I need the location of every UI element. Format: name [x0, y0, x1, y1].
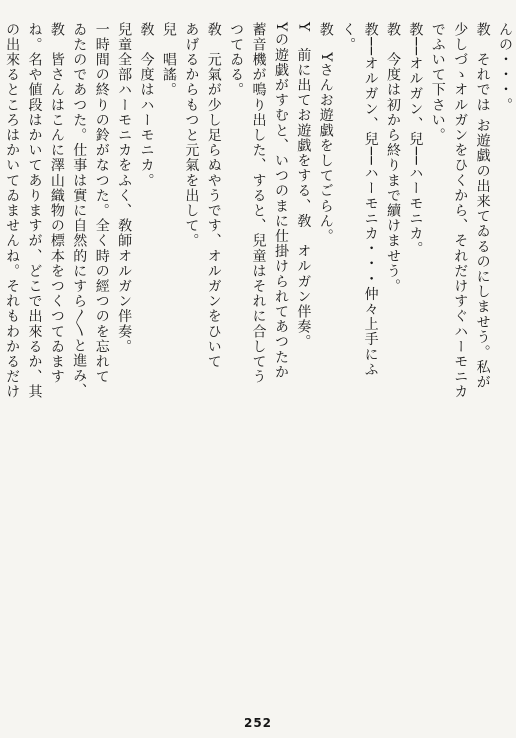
text-line: の出來るところはかいてゐませんね。それもわかるだけ	[4, 22, 21, 400]
text-line: 敎 今度はハーモニカ。	[138, 22, 155, 189]
text-line: 一時間の終りの鈴がなつた。全く時の經つのを忘れて	[93, 22, 110, 385]
text-line: つてゐる。	[228, 22, 245, 98]
text-line: 教 今度は初から終りまで續けませう。	[384, 22, 401, 294]
text-line: 教 皆さんはこんに澤山織物の標本をつくつてゐます	[48, 22, 65, 385]
text-line: 兒 唱謠。	[160, 22, 177, 98]
text-line: ね。名や値段はかいてありますが、どこで出來るか、其	[26, 22, 43, 400]
page-number: 252	[243, 716, 273, 730]
text-line: 教 それでは お遊戯の出来てゐるのにしませう。私が	[474, 22, 491, 390]
text-line: Y 前に出てお遊戯をする、敎 オルガン伴奏。	[295, 22, 312, 350]
text-line: んの・・・。	[497, 22, 513, 113]
text-line: Yの遊戯がすむと、いつのまに仕掛けられてあつたか	[272, 22, 289, 380]
text-line: 教──オルガン、兒──ハーモニカ。	[407, 22, 424, 257]
text-line: ゐたのであつた。仕事は實に自然的にすら〳〵と進み、	[71, 22, 88, 399]
vertical-text-body	[4, 22, 516, 702]
text-line: でふいて下さい。	[429, 22, 446, 143]
text-line: 教 Yさんお遊戯をしてごらん。	[317, 22, 334, 244]
text-line: く。	[340, 22, 357, 53]
text-line: 兒童全部ハーモニカをふく、敎師オルガン伴奏。	[116, 22, 133, 355]
text-line: 教──オルガン、兒──ハーモニカ・・・仲々上手にふ	[362, 22, 379, 378]
text-line: 少しづゝオルガンをひくから、それだけすぐハーモニカ	[452, 22, 469, 400]
text-line: 蓄音機が鳴り出した、すると、兒童はそれに合してう	[250, 22, 267, 385]
text-line: 敎 元氣が少し足らぬやうです、オルガンをひいて	[205, 22, 222, 370]
text-line	[0, 22, 1, 702]
text-line: あげるからもつと元氣を出して。	[183, 22, 200, 249]
